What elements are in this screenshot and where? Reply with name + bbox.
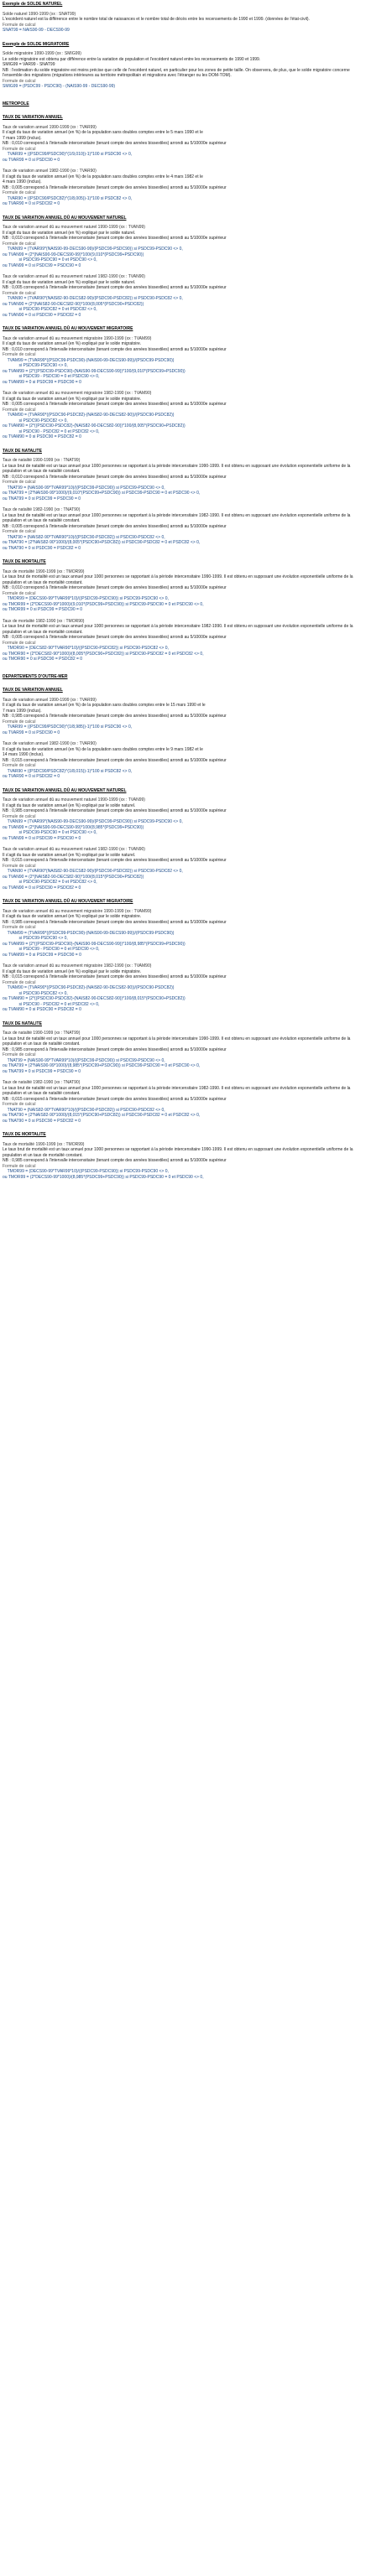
indicator-title: Taux de variation annuel dû au mouvement migratoire 1982-1990 (xx : TVAM90) xyxy=(3,391,152,396)
formula-label: Formule de calcul xyxy=(3,863,36,869)
formula-label: Formule de calcul xyxy=(3,640,36,646)
formula-label: Formule de calcul xyxy=(3,241,36,247)
formula-text: TVAN90 = (TVAR90*(NAIS82-90-DECS82-90)/(PSDC90-PSDC82)) si PSDC90-PSDC82 <> 0, ou TVAN90 = (2*(NAIS82-90-DECS82-90)*100/(8,005*(PSDC90+PSDC82)) si PSDC90-PSDC82 = 0 et PSDC82 <> 0, ou TVAN90 = 0 si PSDC90 = PSDC82 = 0 xyxy=(3,296,183,318)
formula-text: TVAM99 = (TVAR99*((PSDC99-PSDC90)-(NAIS90-99-DECS90-99))/(PSDC99-PSDC90)) si PSDC99-PSDC90 <> 0, ou TVAM99 = (2*((PSDC99-PSDC90)-(NAIS90-99-DECS90-99))*100/(8,985*(PSDC99+PSDC90)) si PSDC99 - PSDC90 = 0 et PSDC90 <> 0, ou TVAM99 = 0 si PSDC99 = PSDC90 = 0 xyxy=(3,930,185,958)
description-line: Le taux brut de mortalité est un taux annuel pour 1000 personnes se rapportant à la période intercensitaire 1990-1999. Il est obtenu en supposant une évolution exponentielle uniforme de la population et un taux de mortalité constant. xyxy=(3,1147,354,1158)
definition-block xyxy=(3,698,368,736)
description-line: 4 mars 1990 (inclus). xyxy=(3,179,42,184)
description-line: Il s'agit du taux de variation annuel (en %) expliqué par le solde migratoire. xyxy=(3,396,142,402)
description-line: NB : 0,005 correspond à l'intervalle intercensitaire (tenant compte des années bissextiles) arrondi au 5/10000e supérieur xyxy=(3,184,227,190)
formula-text: TVAN90 = (TVAR90*(NAIS82-90-DECS82-90)/(PSDC90-PSDC82)) si PSDC90-PSDC82 <> 0, ou TVAN90 = (2*(NAIS82-90-DECS82-90)*100/(8,015*(PSDC90+PSDC82)) si PSDC90-PSDC82 = 0 et PSDC82 <> 0, ou TVAN90 = 0 si PSDC90 = PSDC82 = 0 xyxy=(3,869,183,891)
formula-text: TVAN99 = (TVAR99*(NAIS90-99-DECS90-99)/(PSDC99-PSDC90)) si PSDC99-PSDC90 <> 0, ou TVAN99 = (2*(NAIS90-99-DECS90-99)*100/(8,985*(PSDC99+PSDC90)) si PSDC99-PSDC90 = 0 et PSDC90 <> 0, ou TVAN99 = 0 si PSDC99 = PSDC90 = 0 xyxy=(3,819,183,841)
description-line: 7 mars 1999 (inclus). xyxy=(3,708,42,714)
indicator-title: Taux de variation annuel dû au mouvement naturel 1990-1999 (xx : TVAN99) xyxy=(3,797,145,802)
formula-text: TVAM90 = (TVAR90*((PSDC90-PSDC82)-(NAIS82-90-DECS82-90))/(PSDC90-PSDC82)) si PSDC90-PSDC82 <> 0, ou TVAM90 = (2*((PSDC90-PSDC82)-(NAIS82-90-DECS82-90))*100/(8,015*(PSDC90+PSDC82)) si PSDC90 - PSDC82 = 0 et PSDC82 <> 0, ou TVAM90 = 0 si PSDC90 = PSDC82 = 0 xyxy=(3,985,185,1012)
description-line: Le taux brut de natalité est un taux annuel pour 1000 personnes se rapportant à la période intercensitaire 1982-1990. Il est obtenu en supposant une évolution exponentielle uniforme de la population et un taux de natalité constant. xyxy=(3,1085,352,1096)
document xyxy=(0,0,371,1187)
formula-text: TVAR90 = ((PSDC90/PSDC82)^(1/8,005))-1)*100 si PSDC82 <> 0, ou TVAR90 = 0 si PSDC82 = 0 xyxy=(3,195,133,206)
definition-block xyxy=(3,569,368,613)
section-heading: TAUX DE MORTALITE xyxy=(3,1132,46,1137)
formula-label: Formule de calcul xyxy=(3,352,36,357)
description-line: Il s'agit du taux de variation annuel (en %) de la population sans doubles comptes entre le 9 mars 1982 et le xyxy=(3,746,203,752)
indicator-title: Taux de variation annuel 1990-1999 (xx : TVAR99) xyxy=(3,124,97,130)
description-line: Il s'agit du taux de variation annuel (en %) de la population sans doubles comptes entre le 4 mars 1982 et le xyxy=(3,174,203,179)
formula-label: Formule de calcul xyxy=(3,146,36,152)
formula-label: Formule de calcul xyxy=(3,719,36,724)
description-line: 7 mars 1999 (inclus). xyxy=(3,135,42,141)
definition-block xyxy=(3,507,368,551)
indicator-title: Taux de variation annuel dû au mouvement migratoire 1990-1999 (xx : TVAM99) xyxy=(3,335,152,341)
definition-block xyxy=(3,847,368,891)
description-line: NB : 0,010 correspond à l'intervalle intercensitaire (tenant compte des années bissextiles) arrondi au 5/10000e supérieur xyxy=(3,236,227,241)
definition-block xyxy=(3,12,368,34)
definition-block xyxy=(3,741,368,780)
definition-block xyxy=(3,274,368,318)
description-line: Il s'agit du taux de variation annuel (en %) expliqué par le solde naturel. xyxy=(3,852,136,858)
formula-label: Formule de calcul xyxy=(3,22,36,28)
indicator-title: Taux de variation annuel dû au mouvement naturel 1982-1990 (xx : TVAN90) xyxy=(3,847,145,852)
formula-label: Formule de calcul xyxy=(3,1102,36,1107)
indicator-title: Taux de variation annuel dû au mouvement naturel 1982-1990 (xx : TVAN90) xyxy=(3,274,145,279)
description-line: Il s'agit du taux de variation annuel (en %) expliqué par le solde naturel. xyxy=(3,279,136,285)
indicator-title: Taux de natalité 1990-1999 (xx : TNAT99) xyxy=(3,1031,81,1036)
description-line: Le taux brut de mortalité est un taux annuel pour 1000 personnes se rapportant à la période intercensitaire 1982-1990. Il est obtenu en supposant une évolution exponentielle uniforme de la population et un taux de mortalité constant. xyxy=(3,624,354,635)
formula-label: Formule de calcul xyxy=(3,407,36,413)
formula-text: SNAT99 = NAIS90-99 - DECS90-99 xyxy=(3,28,70,33)
indicator-title: Taux de variation annuel dû au mouvement naturel 1990-1999 (xx : TVAN99) xyxy=(3,225,145,230)
definition-block xyxy=(3,1031,368,1074)
description-line: NB : 0,005 correspond à l'intervalle intercensitaire (tenant compte des années bissextiles) arrondi au 5/10000e supérieur xyxy=(3,523,227,529)
description-line: Il s'agit du taux de variation annuel (en %) de la population sans doubles comptes entre le 5 mars 1990 et le xyxy=(3,130,203,135)
region-heading: METROPOLE xyxy=(3,101,29,106)
definition-block xyxy=(3,169,368,207)
indicator-title: Taux de variation annuel 1990-1999 (xx : TVAR99) xyxy=(3,697,97,703)
indicator-title: Taux de natalité 1982-1990 (xx : TNAT90) xyxy=(3,507,81,512)
description-line: NB : 0,005 correspond à l'intervalle intercensitaire (tenant compte des années bissextiles) arrondi au 5/10000e supérieur xyxy=(3,635,227,640)
section-heading: TAUX DE VARIATION ANNUEL DÛ AU MOUVEMENT MIGRATOIRE xyxy=(3,326,133,331)
formula-label: Formule de calcul xyxy=(3,480,36,485)
formula-text: TVAR99 = ((PSDC99/PSDC90)^(1/9,010))-1)*100 si PSDC90 <> 0, ou TVAR99 = 0 si PSDC90 = 0 xyxy=(3,152,133,163)
indicator-title: Taux de variation annuel 1982-1990 (xx : TVAR90) xyxy=(3,741,97,746)
definition-block xyxy=(3,391,368,440)
indicator-title: Taux de natalité 1982-1990 (xx : TNAT90) xyxy=(3,1080,81,1085)
section-heading: Exemple de SOLDE NATUREL xyxy=(3,2,63,7)
indicator-title: Taux de mortalité 1990-1999 (xx : TMOR99) xyxy=(3,569,85,574)
description-line: NB : 0,010 correspond à l'intervalle intercensitaire (tenant compte des années bissextiles) arrondi au 5/10000e supérieur xyxy=(3,585,227,590)
description-line: NB : 0,985 correspond à l'intervalle intercensitaire (tenant compte des années bissextiles) arrondi au 5/10000e supérieur xyxy=(3,1046,227,1052)
description-line: NB : 0,015 correspond à l'intervalle intercensitaire (tenant compte des années bissextiles) arrondi au 5/10000e supérieur xyxy=(3,1096,227,1102)
description-line: Le taux brut de mortalité est un taux annuel pour 1000 personnes se rapportant à la période intercensitaire 1990-1999. Il est obtenu en supposant une évolution exponentielle uniforme de la population et un taux de mortalité constant. xyxy=(3,574,354,585)
description-line: NB : 0,015 correspond à l'intervalle intercensitaire (tenant compte des années bissextiles) arrondi au 5/10000e supérieur xyxy=(3,757,227,763)
indicator-title: Taux de variation annuel dû au mouvement migratoire 1990-1999 (xx : TVAM99) xyxy=(3,908,152,914)
section-heading: TAUX DE VARIATION ANNUEL DÛ AU MOUVEMENT NATUREL xyxy=(3,787,127,793)
formula-label: Formule de calcul xyxy=(3,190,36,195)
formula-label: Formule de calcul xyxy=(3,763,36,768)
description-line: NB : l'estimation du solde migratoire est moins précise que celle de l'excédent naturel, en particulier pour les zones de petite taille. On observera, de plus, que le solde migratoire concerne l'ensemble des migrations (migrations intérieures au territoire métropolitain et migrations avec l'étranger ou les DOM-TOM). xyxy=(3,67,352,78)
definition-block xyxy=(3,797,368,841)
description-line: NB : 0,010 correspond à l'intervalle intercensitaire (tenant compte des années bissextiles) arrondi au 5/10000e supérieur xyxy=(3,141,227,146)
section-heading: TAUX DE VARIATION ANNUEL DÛ AU MOUVEMENT NATUREL xyxy=(3,215,127,221)
section-heading: TAUX DE VARIATION ANNUEL DÛ AU MOUVEMENT MIGRATOIRE xyxy=(3,899,133,904)
indicator-title: Taux de variation annuel dû au mouvement migratoire 1982-1990 (xx : TVAM90) xyxy=(3,963,152,969)
description-line: L'excédent naturel est la différence entre le nombre total de naissances et le nombre total de décès entre les recensements de 1990 et 1999. (données de l'état-civil). xyxy=(3,17,310,22)
indicator-title: Solde migratoire 1990-1999 (xx : SMIG99) xyxy=(3,51,81,56)
formula-text: TVAR99 = ((PSDC99/PSDC90)^(1/8,985))-1)*100 si PSDC90 <> 0, ou TVAR99 = 0 si PSDC90 = 0 xyxy=(3,724,133,735)
section-heading: TAUX DE NATALITE xyxy=(3,1021,42,1026)
section-heading: Exemple de SOLDE MIGRATOIRE xyxy=(3,41,70,47)
formula-text: TMOR99 = (DECS90-99*TVAR99*10)/((PSDC99-PSDC90)) si PSDC99-PSDC90 <> 0, ou TMOR99 = (2*DECS90-99*1000)/(9,010*(PSDC99+PSDC90)) si PSDC99-PSDC90 = 0 et PSDC90 <> 0, ou TMOR99 = 0 si PSDC99 = PSDC90 = 0 xyxy=(3,596,204,612)
description-line: 14 mars 1990 (inclus). xyxy=(3,752,44,757)
definition-block xyxy=(3,909,368,958)
formula-text: TVAM90 = (TVAR90*((PSDC90-PSDC82)-(NAIS82-90-DECS82-90))/(PSDC90-PSDC82)) si PSDC90-PSDC82 <> 0, ou TVAM90 = (2*((PSDC90-PSDC82)-(NAIS82-90-DECS82-90))*100/(8,005*(PSDC90+PSDC82)) si PSDC90 - PSDC82 = 0 et PSDC82 <> 0, ou TVAM90 = 0 si PSDC90 = PSDC82 = 0 xyxy=(3,413,185,439)
formula-text: TNAT99 = (NAIS90-99*TVAR99*10)/((PSDC99-PSDC90)) si PSDC99-PSDC90 <> 0, ou TNAT99 = (2*NAIS90-99*1000)/(9,010*(PSDC99+PSDC90)) si PSDC99-PSDC90 = 0 et PSDC90 <> 0, ou TNAT99 = 0 si PSDC99 = PSDC90 = 0 xyxy=(3,485,201,501)
description-line: NB : 0,985 correspond à l'intervalle intercensitaire (tenant compte des années bissextiles) arrondi au 5/10000e supérieur xyxy=(3,808,227,813)
indicator-title: Taux de mortalité 1990-1999 (xx : TMOR99) xyxy=(3,1141,85,1147)
definition-block xyxy=(3,963,368,1013)
formula-text: TVAN99 = (TVAR99*(NAIS90-99-DECS90-99)/(PSDC99-PSDC90)) si PSDC99-PSDC90 <> 0, ou TVAN99 = (2*(NAIS90-99-DECS90-99)*100/(9,010*(PSDC99+PSDC90)) si PSDC99-PSDC90 = 0 et PSDC90 <> 0, ou TVAN99 = 0 si PSDC99 = PSDC90 = 0 xyxy=(3,247,183,268)
description-line: SMIG99 = VAR99 - SNAT99 xyxy=(3,62,55,67)
description-line: NB : 0,985 correspond à l'intervalle intercensitaire (tenant compte des années bissextiles) arrondi au 5/10000e supérieur xyxy=(3,919,227,925)
description-line: NB : 0,985 correspond à l'intervalle intercensitaire (tenant compte des années bissextiles) arrondi au 5/10000e supérieur xyxy=(3,1158,227,1163)
indicator-title: Solde naturel 1990-1999 (xx : SNAT99) xyxy=(3,11,76,17)
formula-text: SMIG99 = (PSDC99 - PSDC90) - (NAIS90-99 - DECS90-99) xyxy=(3,84,116,89)
definition-block xyxy=(3,336,368,386)
definition-block xyxy=(3,51,368,90)
section-heading: TAUX DE NATALITE xyxy=(3,448,42,454)
description-line: NB : 0,010 correspond à l'intervalle intercensitaire (tenant compte des années bissextiles) arrondi au 5/10000e supérieur xyxy=(3,474,227,480)
description-line: NB : 0,015 correspond à l'intervalle intercensitaire (tenant compte des années bissextiles) arrondi au 5/10000e supérieur xyxy=(3,858,227,863)
section-heading: TAUX DE MORTALITE xyxy=(3,559,46,564)
formula-text: TNAT99 = (NAIS90-99*TVAR99*10)/((PSDC99-PSDC90)) si PSDC99-PSDC90 <> 0, ou TNAT99 = (2*NAIS90-99*1000)/(8,985*(PSDC99+PSDC90)) si PSDC99-PSDC90 = 0 et PSDC90 <> 0, ou TNAT99 = 0 si PSDC99 = PSDC90 = 0 xyxy=(3,1057,201,1074)
formula-label: Formule de calcul xyxy=(3,290,36,296)
formula-label: Formule de calcul xyxy=(3,813,36,819)
description-line: Il s'agit du taux de variation annuel (en %) expliqué par le solde naturel. xyxy=(3,802,136,808)
definition-block xyxy=(3,1080,368,1124)
formula-label: Formule de calcul xyxy=(3,979,36,985)
description-line: NB : 0,005 correspond à l'intervalle intercensitaire (tenant compte des années bissextiles) arrondi au 5/10000e supérieur xyxy=(3,285,227,290)
section-heading: TAUX DE VARIATION ANNUEL xyxy=(3,115,63,120)
description-line: Le taux brut de natalité est un taux annuel pour 1000 personnes se rapportant à la période intercensitaire 1990-1999. Il est obtenu en supposant une évolution exponentielle uniforme de la population et un taux de natalité constant. xyxy=(3,463,352,474)
description-line: NB : 0,985 correspond à l'intervalle intercensitaire (tenant compte des années bissextiles) arrondi au 5/10000e supérieur xyxy=(3,714,227,719)
description-line: Il s'agit du taux de variation annuel (en %) expliqué par le solde naturel. xyxy=(3,230,136,236)
description-line: Il s'agit du taux de variation annuel (en %) de la population sans doubles comptes entre le 15 mars 1990 et le xyxy=(3,703,206,708)
description-line: Il s'agit du taux de variation annuel (en %) expliqué par le solde migratoire. xyxy=(3,969,142,974)
formula-text: TNAT90 = (NAIS82-90*TVAR90*10)/((PSDC90-PSDC82)) si PSDC90-PSDC82 <> 0, ou TNAT90 = (2*NAIS82-90*1000)/(8,005*(PSDC90+PSDC82)) si PSDC90-PSDC82 = 0 et PSDC82 <> 0, ou TNAT90 = 0 si PSDC90 = PSDC82 = 0 xyxy=(3,534,201,551)
description-line: Il s'agit du taux de variation annuel (en %) expliqué par le solde migratoire. xyxy=(3,914,142,919)
formula-label: Formule de calcul xyxy=(3,1163,36,1169)
section-heading: TAUX DE VARIATION ANNUEL xyxy=(3,688,63,693)
description-line: Le taux brut de natalité est un taux annuel pour 1000 personnes se rapportant à la période intercensitaire 1982-1990. Il est obtenu en supposant une évolution exponentielle uniforme de la population et un taux de natalité constant. xyxy=(3,512,352,523)
description-line: NB : 0,010 correspond à l'intervalle intercensitaire (tenant compte des années bissextiles) arrondi au 5/10000e supérieur xyxy=(3,346,227,352)
formula-text: TVAR90 = ((PSDC90/PSDC82)^(1/8,015))-1)*100 si PSDC82 <> 0, ou TVAR90 = 0 si PSDC82 = 0 xyxy=(3,768,133,779)
definition-block xyxy=(3,458,368,501)
region-heading: DEPARTEMENTS D'OUTRE-MER xyxy=(3,673,68,679)
definition-block xyxy=(3,1142,368,1181)
description-line: Le solde migratoire est obtenu par différence entre la variation de population et l'excédent naturel entre les recensements de 1990 et 1999. xyxy=(3,56,261,62)
definition-block xyxy=(3,619,368,662)
indicator-title: Taux de mortalité 1982-1990 (xx : TMOR90) xyxy=(3,618,85,624)
definition-block xyxy=(3,225,368,268)
formula-label: Formule de calcul xyxy=(3,925,36,930)
formula-text: TMOR90 = (DECS82-90*TVAR90*10)/((PSDC90-PSDC82)) si PSDC90-PSDC82 <> 0, ou TMOR90 = (2*DECS82-90*1000)/(8,005*(PSDC90+PSDC82)) si PSDC90-PSDC82 = 0 et PSDC82 <> 0, ou TMOR90 = 0 si PSDC90 = PSDC82 = 0 xyxy=(3,646,204,662)
description-line: NB : 0,015 correspond à l'intervalle intercensitaire (tenant compte des années bissextiles) arrondi au 5/10000e supérieur xyxy=(3,974,227,979)
formula-label: Formule de calcul xyxy=(3,529,36,534)
formula-text: TNAT90 = (NAIS82-90*TVAR90*10)/((PSDC90-PSDC82)) si PSDC90-PSDC82 <> 0, ou TNAT90 = (2*NAIS82-90*1000)/(8,015*(PSDC90+PSDC82)) si PSDC90-PSDC82 = 0 et PSDC82 <> 0, ou TNAT90 = 0 si PSDC90 = PSDC82 = 0 xyxy=(3,1107,201,1124)
description-line: Le taux brut de natalité est un taux annuel pour 1000 personnes se rapportant à la période intercensitaire 1990-1999. Il est obtenu en supposant une évolution exponentielle uniforme de la population et un taux de natalité constant. xyxy=(3,1036,352,1046)
description-line: NB : 0,005 correspond à l'intervalle intercensitaire (tenant compte des années bissextiles) arrondi au 5/10000e supérieur xyxy=(3,402,227,407)
definition-block xyxy=(3,125,368,164)
description-line: Il s'agit du taux de variation annuel (en %) expliqué par le solde migratoire. xyxy=(3,341,142,346)
formula-text: TMOR99 = (DECS90-99*TVAR99*10)/((PSDC99-PSDC90)) si PSDC99-PSDC90 <> 0, ou TMOR99 = (2*DECS90-99*1000)/(8,985*(PSDC99+PSDC90)) si PSDC99-PSDC90 = 0 et PSDC90 <> 0, xyxy=(3,1169,204,1180)
indicator-title: Taux de natalité 1990-1999 (xx : TNAT99) xyxy=(3,458,81,463)
formula-label: Formule de calcul xyxy=(3,78,36,84)
indicator-title: Taux de variation annuel 1982-1990 (xx : TVAR90) xyxy=(3,169,97,174)
formula-text: TVAM99 = (TVAR99*((PSDC99-PSDC90)-(NAIS90-99-DECS90-99))/(PSDC99-PSDC90)) si PSDC99-PSDC90 <> 0, ou TVAM99 = (2*((PSDC99-PSDC90)-(NAIS90-99-DECS90-99))*100/(9,010*(PSDC99+PSDC90)) si PSDC99 - PSDC90 = 0 et PSDC90 <> 0, ou TVAM99 = 0 si PSDC99 = PSDC90 = 0 xyxy=(3,357,185,385)
formula-label: Formule de calcul xyxy=(3,590,36,596)
formula-label: Formule de calcul xyxy=(3,1052,36,1057)
